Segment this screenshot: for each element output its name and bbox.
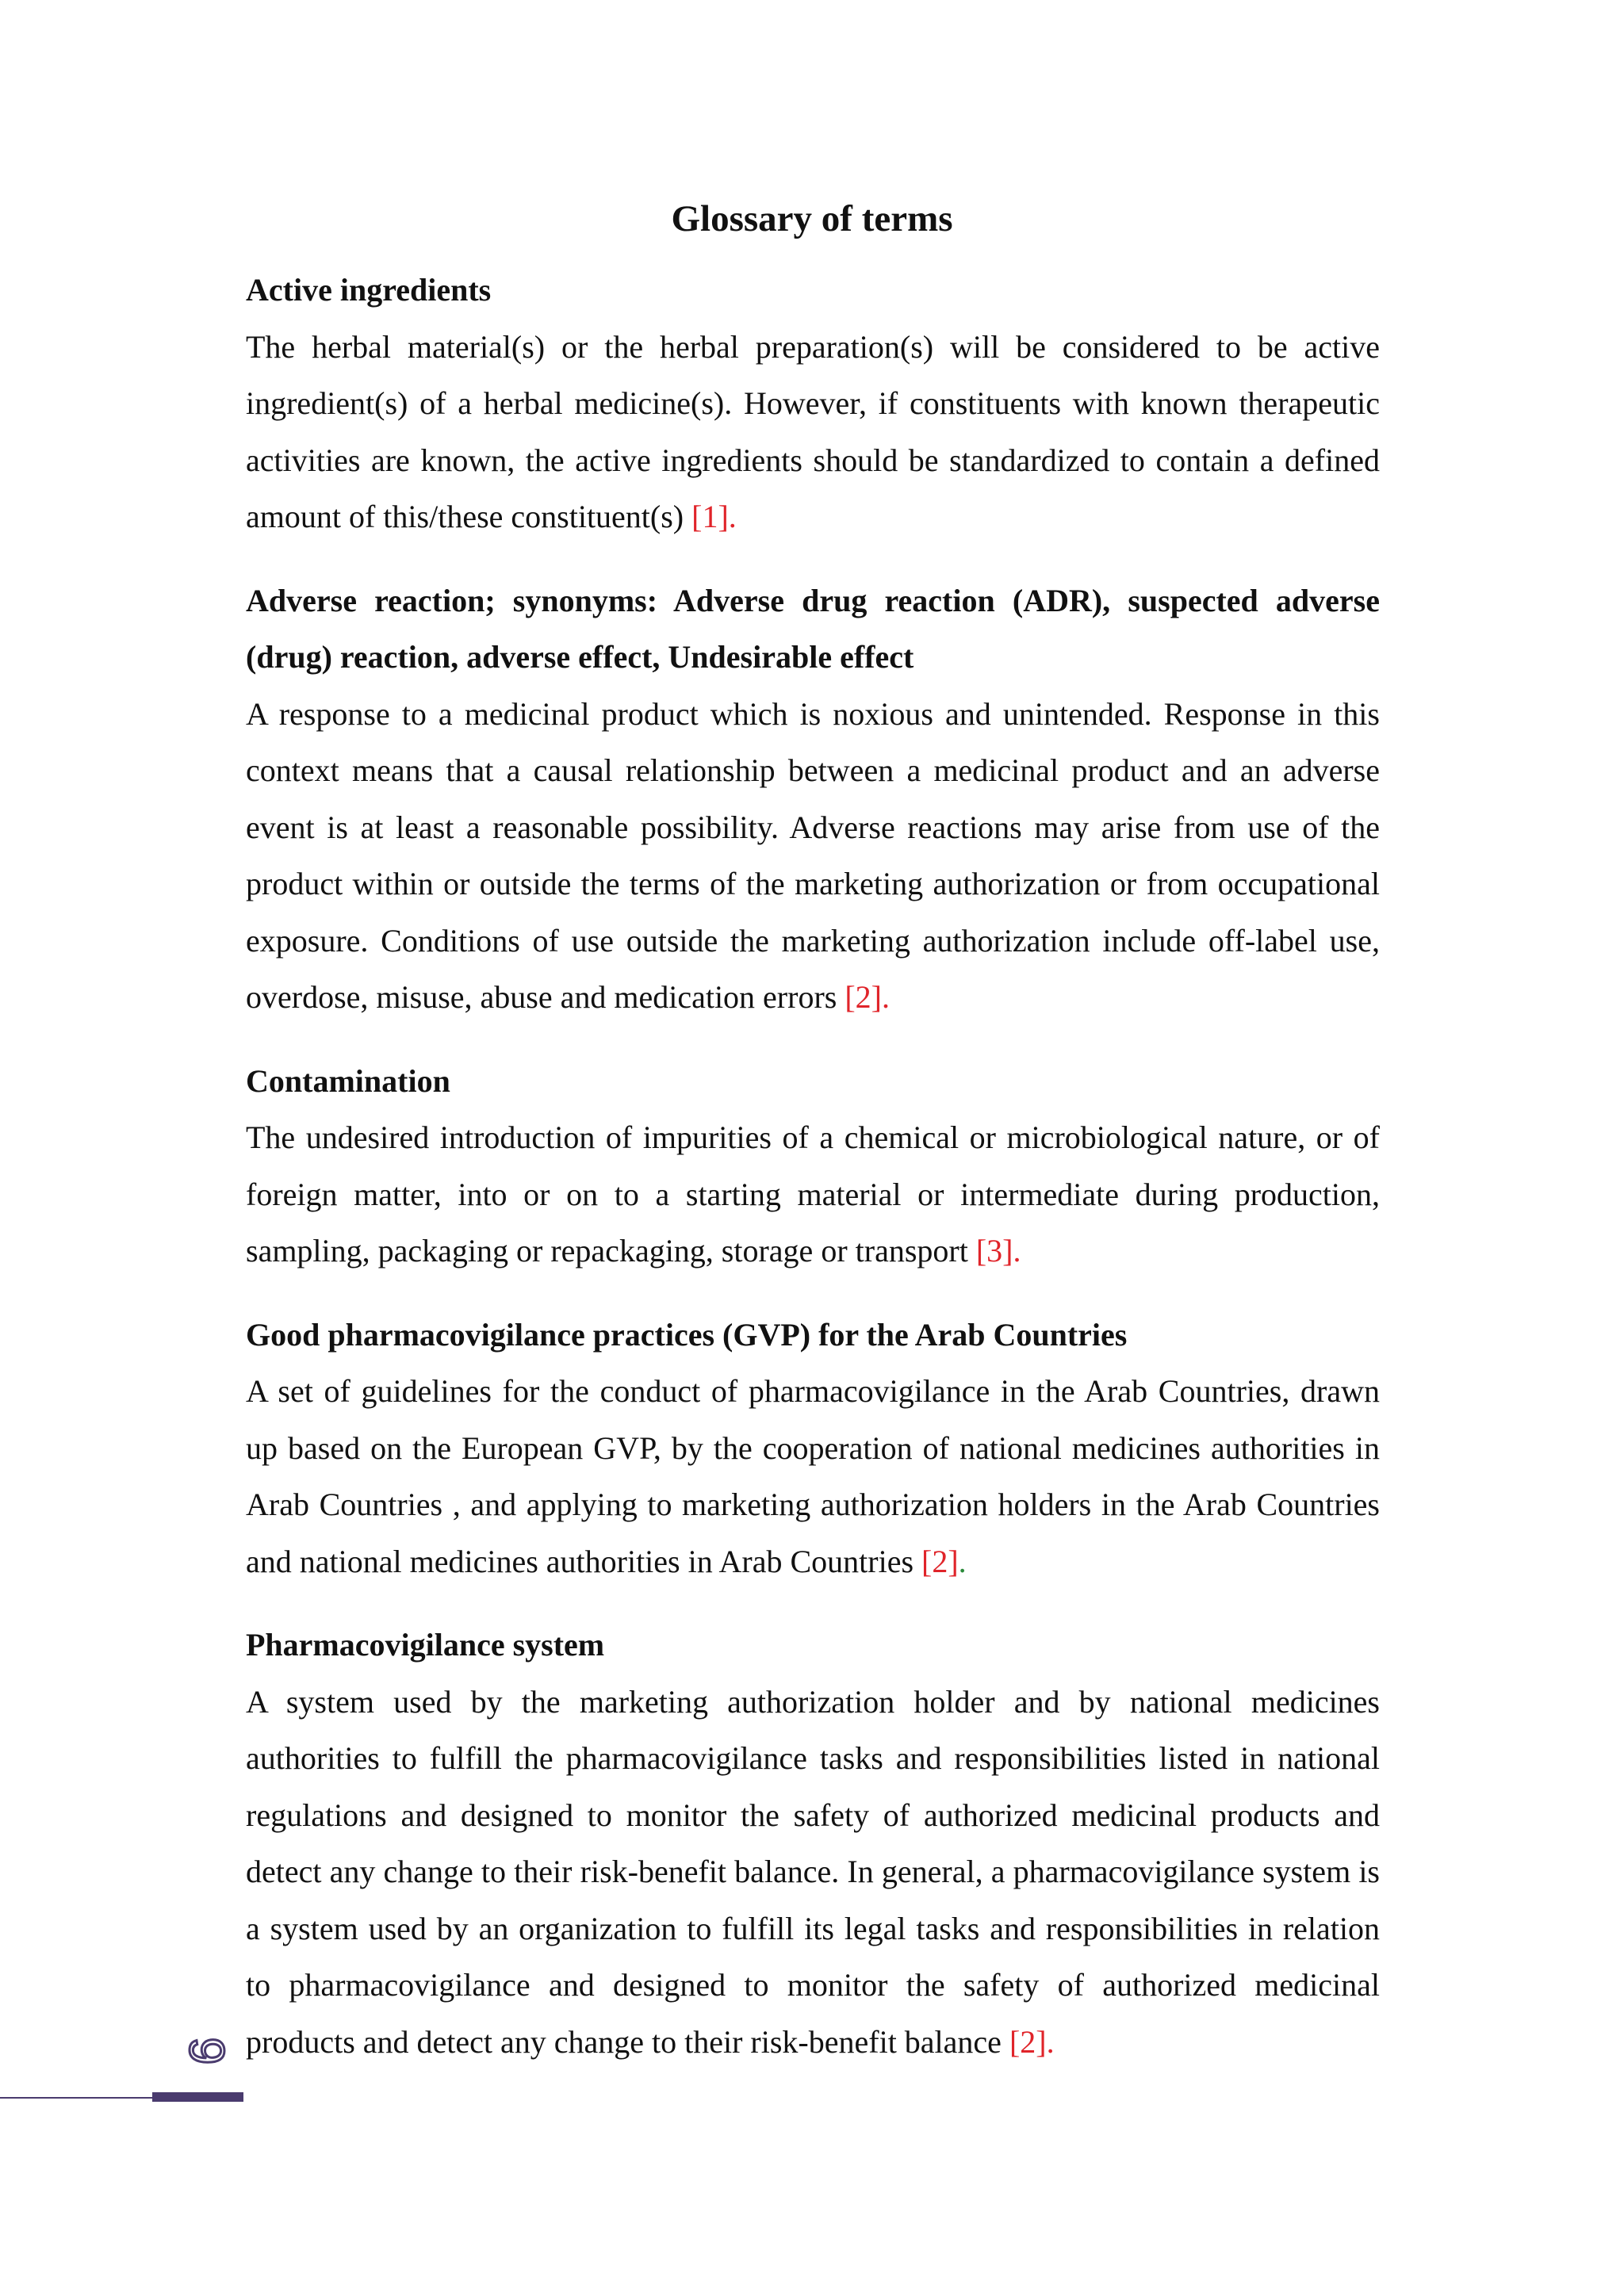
glossary-term: Active ingredients bbox=[246, 272, 492, 308]
page-number bbox=[178, 2023, 234, 2079]
definition-end: . bbox=[1013, 1233, 1021, 1269]
definition-end: . bbox=[728, 499, 737, 534]
reference-citation[interactable]: [1] bbox=[691, 499, 729, 534]
page-title: Glossary of terms bbox=[671, 198, 953, 239]
definition-text: The undesired introduction of impurities of a chemical or microbiological nature, or of foreign matter, into or on to a starting material or intermediate during production, sampling, packaging or repackaging, storage or transport bbox=[246, 1119, 1380, 1269]
definition-text: A set of guidelines for the conduct of pharmacovigilance in the Arab Countries, drawn up based on the European GVP, by the cooperation of national medicines authorities in Arab Countries , and applying to marketing authorization holders in the Arab Countries and national medicines authorities in Arab Countries bbox=[246, 1373, 1380, 1579]
footer-rule-thin bbox=[0, 2097, 152, 2099]
reference-citation[interactable]: [3] bbox=[975, 1233, 1013, 1269]
glossary-definition bbox=[246, 1109, 1380, 1280]
glossary-content bbox=[246, 262, 1380, 2097]
glossary-entry bbox=[246, 1307, 1380, 1590]
reference-citation[interactable]: [2] bbox=[845, 979, 882, 1015]
glossary-entry bbox=[246, 1617, 1380, 2070]
glossary-definition bbox=[246, 1674, 1380, 2071]
footer-rule-accent bbox=[152, 2092, 243, 2102]
definition-text: A system used by the marketing authorization holder and by national medicines authorities to fulfill the pharmacovigilance tasks and responsibilities listed in national regulations and designed to monitor the safety of authorized medicinal products and detect any change to their risk-benefit balance. In general, a pharmacovigilance system is a system used by an organization to fulfill its legal tasks and responsibilities in relation to pharmacovigilance and designed to monitor the safety of authorized medicinal products and detect any change to their risk-benefit balance bbox=[246, 1683, 1380, 2060]
glossary-definition bbox=[246, 1363, 1380, 1590]
glossary-term: Adverse reaction; synonyms: Adverse drug reaction (ADR), suspected adverse (drug) reaction, adverse effect, Undesirable effect bbox=[246, 582, 1380, 675]
reference-citation[interactable]: [2] bbox=[921, 1543, 959, 1579]
glossary-term: Pharmacovigilance system bbox=[246, 1627, 605, 1663]
reference-citation[interactable]: [2] bbox=[1009, 2023, 1047, 2060]
glossary-entry bbox=[246, 572, 1380, 1026]
definition-end: . bbox=[881, 979, 890, 1015]
definition-text: The herbal material(s) or the herbal preparation(s) will be considered to be active ingredient(s) of a herbal medicine(s). However, if constituents with known therapeutic activities are known, the active ingredients should be standardized to contain a defined amount of this/these constituent(s) bbox=[246, 328, 1380, 534]
page-number-glyph bbox=[178, 2023, 234, 2079]
glossary-definition bbox=[246, 686, 1380, 1026]
glossary-entry bbox=[246, 1053, 1380, 1280]
glossary-definition bbox=[246, 319, 1380, 545]
glossary-entry bbox=[246, 262, 1380, 545]
glossary-term: Contamination bbox=[246, 1062, 450, 1099]
glossary-term: Good pharmacovigilance practices (GVP) for the Arab Countries bbox=[246, 1316, 1128, 1353]
definition-end: . bbox=[1046, 2023, 1055, 2060]
definition-text: A response to a medicinal product which is noxious and unintended. Response in this context means that a causal relationship between a medicinal product and an adverse event is at least a reasonable possibility. Adverse reactions may arise from use of the product within or outside the terms of the marketing authorization or from occupational exposure. Conditions of use outside the marketing authorization include off-label use, overdose, misuse, abuse and medication errors bbox=[246, 695, 1380, 1015]
definition-end: . bbox=[958, 1543, 967, 1579]
page-number-text: 9 bbox=[178, 2037, 234, 2065]
